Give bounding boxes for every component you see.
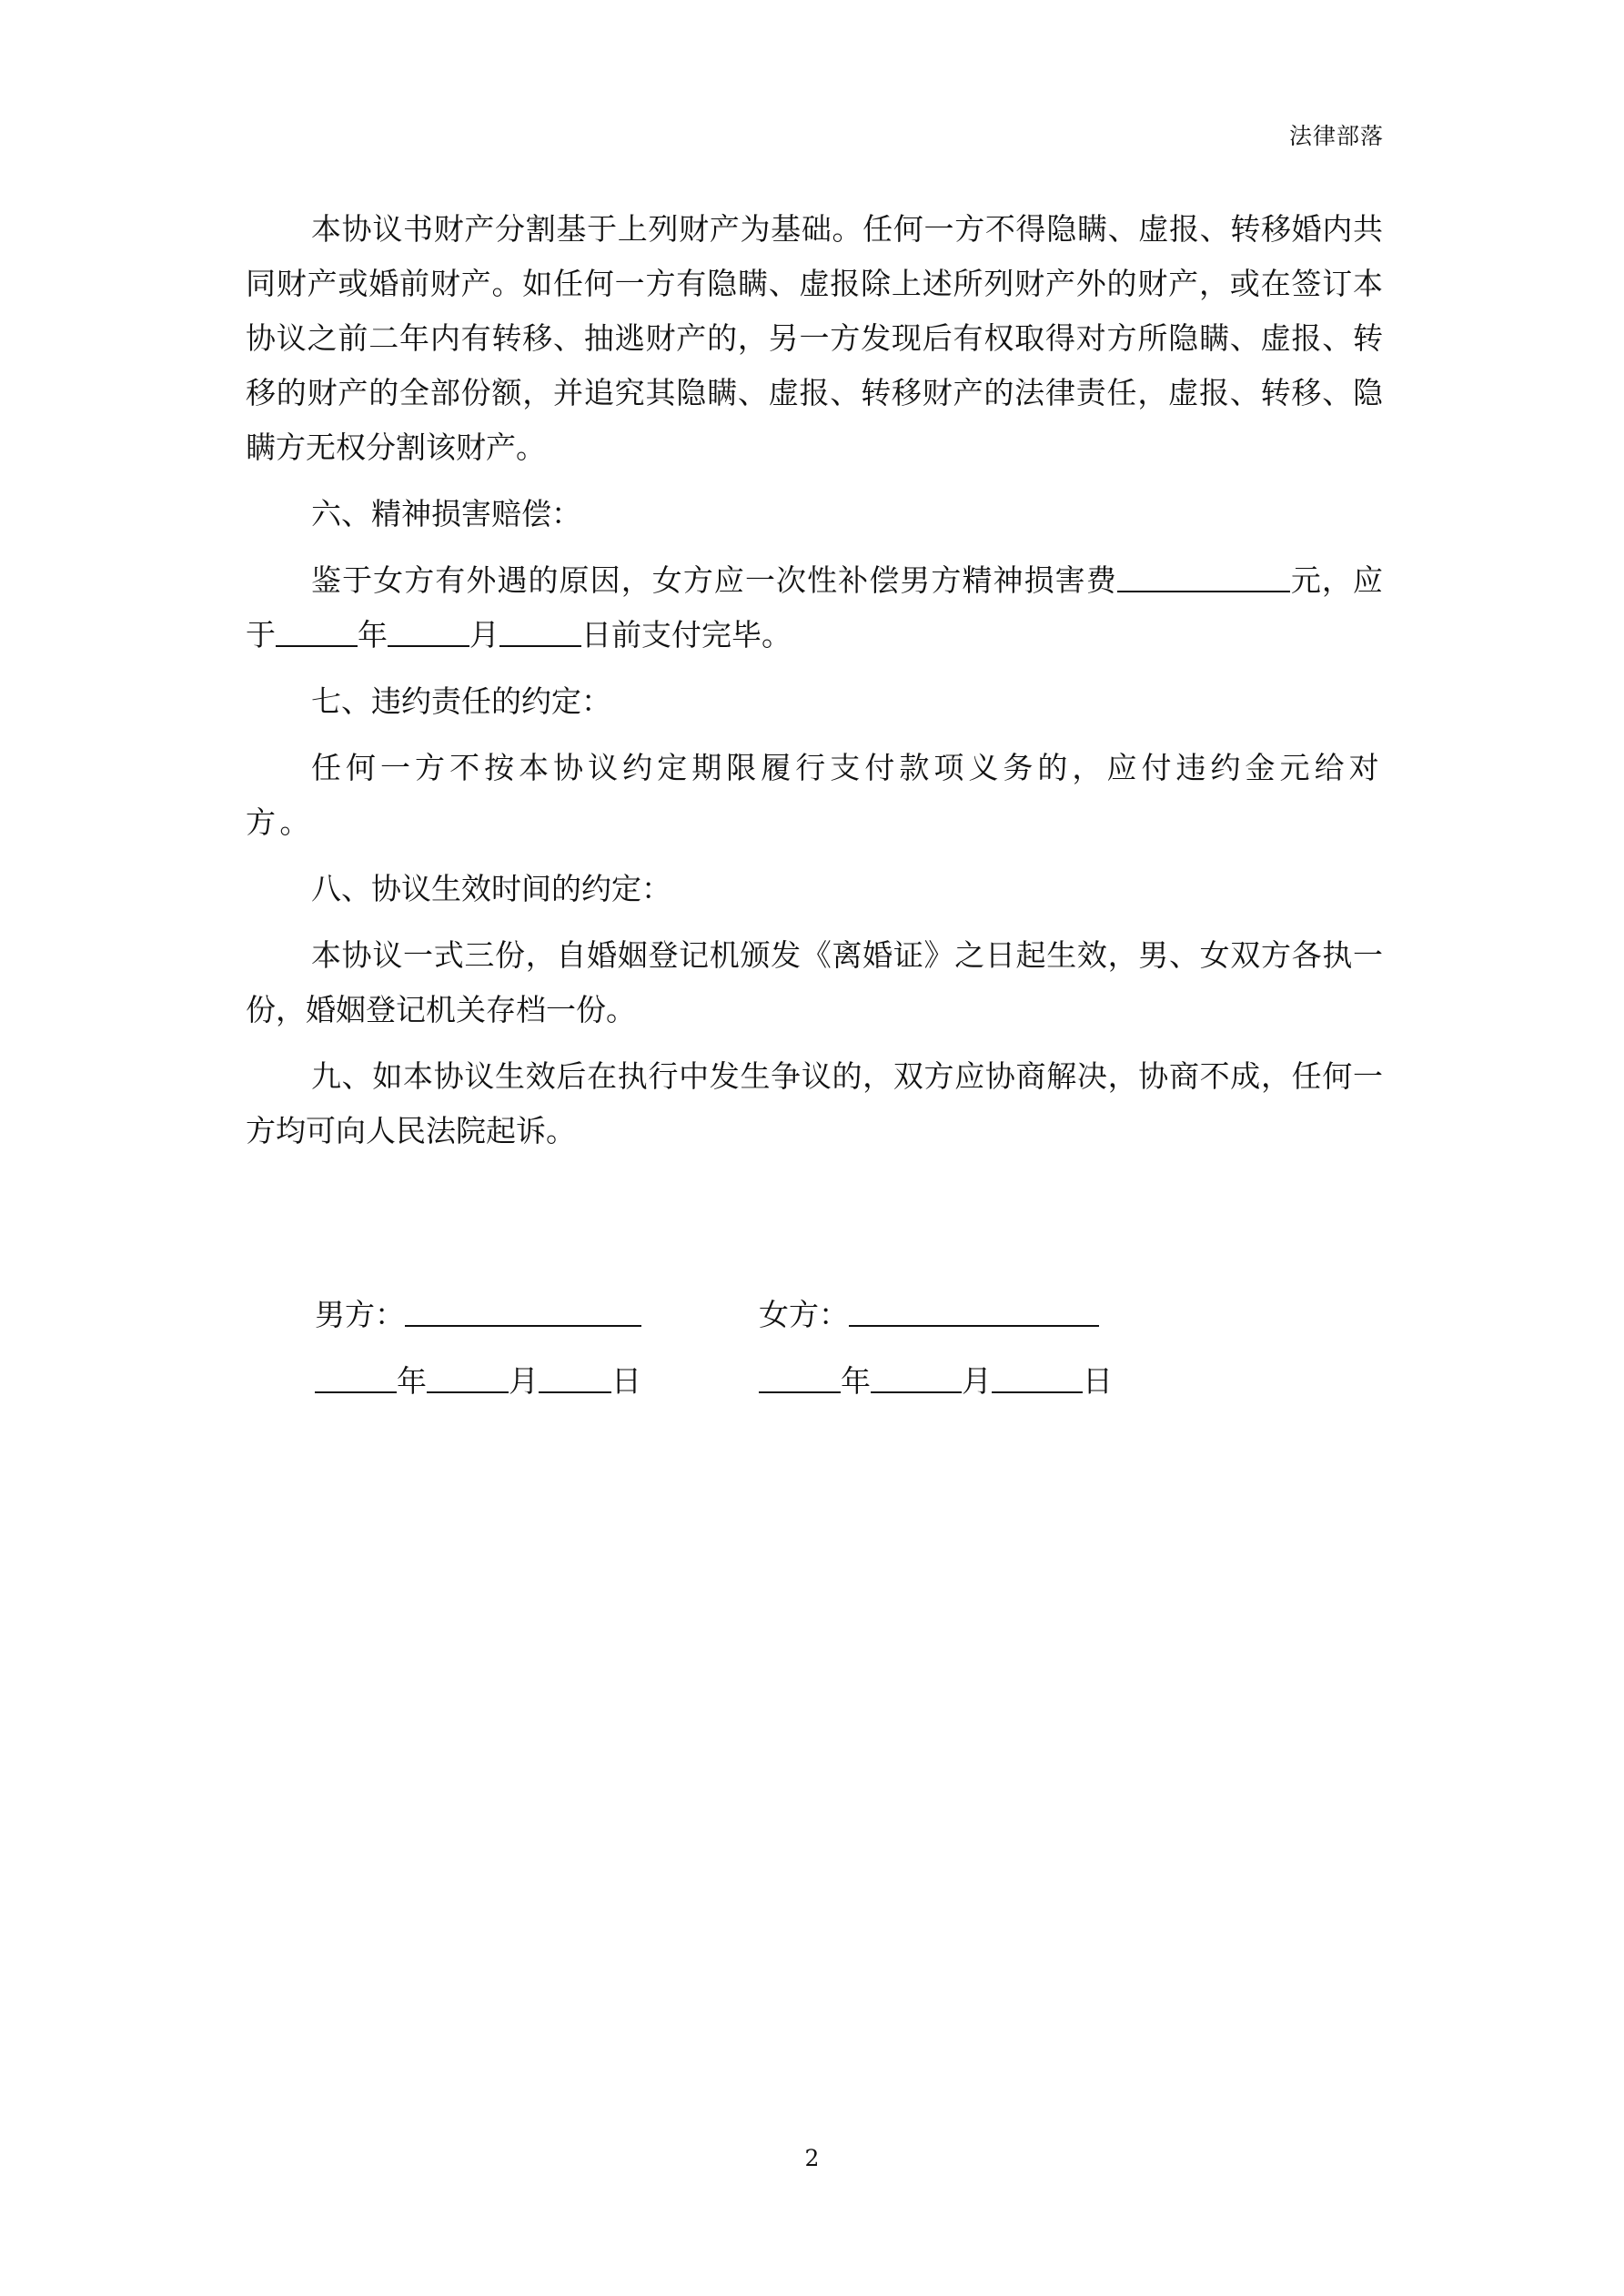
- signature-block: [315, 1288, 1225, 1421]
- male-month-blank: [427, 1364, 509, 1393]
- signature-name-row: [315, 1288, 1225, 1354]
- page-number: 2: [804, 2145, 820, 2171]
- payment-day-blank: [499, 618, 581, 647]
- female-year-label: 年: [841, 1363, 871, 1399]
- female-date: [759, 1354, 1113, 1409]
- year-unit: 年: [358, 617, 388, 652]
- section-7-heading: 七、违约责任的约定：: [311, 683, 611, 719]
- male-day-blank: [539, 1364, 611, 1393]
- male-date: [315, 1354, 641, 1409]
- female-year-blank: [759, 1364, 841, 1393]
- female-day-label: 日: [1083, 1363, 1113, 1399]
- male-year-blank: [315, 1364, 397, 1393]
- section-8-text: 本协议一式三份，自婚姻登记机颁发《离婚证》之日起生效，男、女双方各执一份，婚姻登记机关存档一份。: [246, 937, 1383, 1027]
- section-6-text-part-b: 元，应于: [246, 562, 1384, 652]
- male-signature: [315, 1288, 641, 1342]
- section-6-text-part-c: 日前支付完毕。: [581, 617, 792, 652]
- section-6-text: [246, 553, 1383, 663]
- female-signature-blank: [849, 1298, 1099, 1327]
- male-label: 男方：: [315, 1297, 405, 1332]
- section-7-text: 任何一方不按本协议约定期限履行支付款项义务的，应付违约金元给对方。: [246, 750, 1383, 840]
- male-day-label: 日: [611, 1363, 641, 1399]
- male-month-label: 月: [509, 1363, 539, 1399]
- section-8-heading: 八、协议生效时间的约定：: [311, 871, 671, 906]
- male-year-label: 年: [397, 1363, 427, 1399]
- section-9-text: 九、如本协议生效后在执行中发生争议的，双方应协商解决，协商不成，任何一方均可向人民法院起诉。: [246, 1058, 1383, 1148]
- male-signature-blank: [405, 1298, 641, 1327]
- month-unit: 月: [469, 617, 499, 652]
- signature-date-row: [315, 1354, 1225, 1421]
- section-6-text-part-a: 鉴于女方有外遇的原因，女方应一次性补偿男方精神损害费: [311, 562, 1117, 598]
- document-header: 法律部落: [1288, 123, 1384, 149]
- property-division-paragraph: 本协议书财产分割基于上列财产为基础。任何一方不得隐瞒、虚报、转移婚内共同财产或婚前财产。如任何一方有隐瞒、虚报除上述所列财产外的财产，或在签订本协议之前二年内有转移、抽逃财产的，另一方发现后有权取得对方所隐瞒、虚报、转移的财产的全部份额，并追究其隐瞒、虚报、转移财产的法律责任，虚报、转移、隐瞒方无权分割该财产。: [246, 211, 1383, 465]
- female-label: 女方：: [759, 1297, 849, 1332]
- female-month-label: 月: [962, 1363, 992, 1399]
- female-day-blank: [992, 1364, 1083, 1393]
- female-month-blank: [871, 1364, 962, 1393]
- female-signature: [759, 1288, 1099, 1342]
- payment-year-blank: [276, 618, 358, 647]
- document-body: [246, 202, 1383, 1170]
- compensation-amount-blank: [1117, 563, 1290, 592]
- payment-month-blank: [388, 618, 469, 647]
- section-6-heading: 六、精神损害赔偿：: [311, 496, 581, 531]
